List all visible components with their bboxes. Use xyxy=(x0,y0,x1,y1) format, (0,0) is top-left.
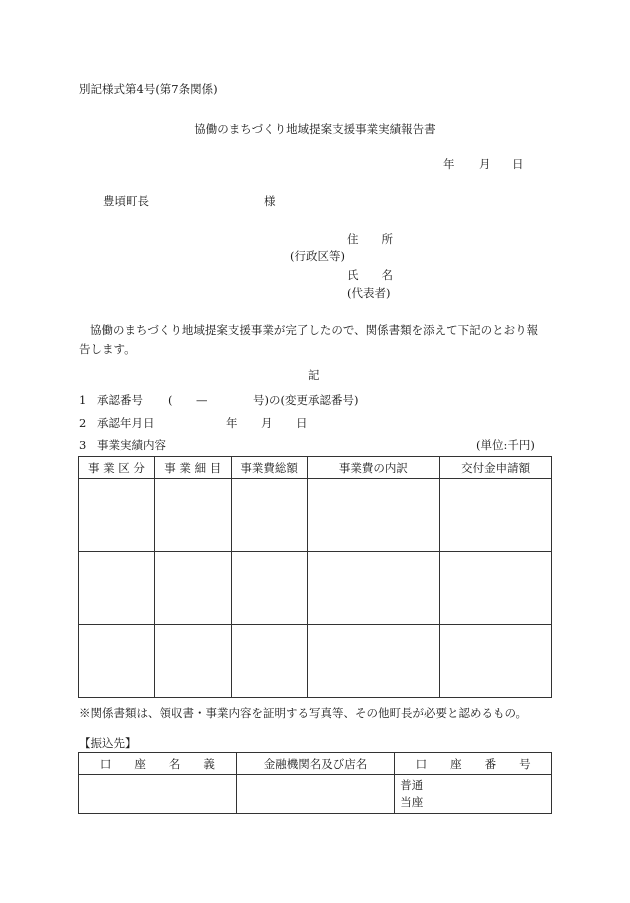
body-text-line2: 告します。 xyxy=(79,342,136,356)
table-cell[interactable] xyxy=(79,625,155,698)
account-number-cell[interactable] xyxy=(395,775,552,814)
table-cell[interactable] xyxy=(79,552,155,625)
item1-dash: — xyxy=(196,393,208,407)
bank-branch-cell[interactable] xyxy=(236,775,395,814)
date-month: 月 xyxy=(479,157,491,171)
header-account-holder: 口 座 名 義 xyxy=(79,753,237,775)
header-grant-amount: 交付金申請額 xyxy=(440,457,552,479)
table-row xyxy=(79,625,552,698)
addressee-name: 豊頃町長 xyxy=(103,194,149,208)
table-cell[interactable] xyxy=(231,552,307,625)
table-cell[interactable] xyxy=(440,479,552,552)
table-row xyxy=(79,552,552,625)
name-label: 氏 名 xyxy=(347,268,393,282)
account-type-ordinary: 普通 xyxy=(400,778,424,792)
ki-heading: 記 xyxy=(308,368,320,382)
body-text-line1: 協働のまちづくり地域提案支援事業が完了したので、関係書類を添えて下記のとおり報 xyxy=(90,323,539,337)
header-total: 事業費総額 xyxy=(231,457,307,479)
form-label: 別記様式第4号(第7条関係) xyxy=(79,82,218,96)
item1-number: 1 xyxy=(79,393,87,407)
table-cell[interactable] xyxy=(154,552,231,625)
account-type-current: 当座 xyxy=(400,795,424,809)
note-text: ※関係書類は、領収書・事業内容を証明する写真等、その他町長が必要と認めるもの。 xyxy=(79,706,528,720)
table-cell[interactable] xyxy=(307,552,440,625)
item2-day: 日 xyxy=(296,416,308,430)
item3-label: 事業実績内容 xyxy=(97,438,166,452)
table-cell[interactable] xyxy=(307,625,440,698)
date-day: 日 xyxy=(512,157,524,171)
addressee-honorific: 様 xyxy=(264,194,276,208)
item1-paren: ( xyxy=(168,393,173,407)
table-cell[interactable] xyxy=(231,625,307,698)
table-cell[interactable] xyxy=(79,479,155,552)
transfer-table xyxy=(78,752,552,814)
header-detail: 事 業 細 目 xyxy=(154,457,231,479)
table-row xyxy=(79,775,552,814)
unit-label: (単位:千円) xyxy=(476,438,535,452)
header-breakdown: 事業費の内訳 xyxy=(307,457,440,479)
table-cell[interactable] xyxy=(154,479,231,552)
table-row xyxy=(79,479,552,552)
transfer-heading: 【振込先】 xyxy=(79,736,137,750)
representative-label: (代表者) xyxy=(347,286,391,300)
item3-number: 3 xyxy=(79,438,87,452)
item2-month: 月 xyxy=(261,416,273,430)
header-account-number: 口 座 番 号 xyxy=(395,753,552,775)
document-title: 協働のまちづくり地域提案支援事業実績報告書 xyxy=(194,122,436,136)
item2-year: 年 xyxy=(226,416,238,430)
item1-label: 承認番号 xyxy=(97,393,143,407)
account-holder-cell[interactable] xyxy=(79,775,237,814)
date-year: 年 xyxy=(443,157,455,171)
table-cell[interactable] xyxy=(307,479,440,552)
table-cell[interactable] xyxy=(154,625,231,698)
results-table xyxy=(78,456,552,698)
district-label: (行政区等) xyxy=(290,249,345,263)
table-cell[interactable] xyxy=(440,552,552,625)
item2-number: 2 xyxy=(79,416,87,430)
address-label: 住 所 xyxy=(347,232,393,246)
item2-label: 承認年月日 xyxy=(97,416,155,430)
table-cell[interactable] xyxy=(440,625,552,698)
item1-suffix: 号)の(変更承認番号) xyxy=(253,393,359,407)
header-category: 事 業 区 分 xyxy=(79,457,155,479)
table-cell[interactable] xyxy=(231,479,307,552)
header-bank-branch: 金融機関名及び店名 xyxy=(236,753,395,775)
